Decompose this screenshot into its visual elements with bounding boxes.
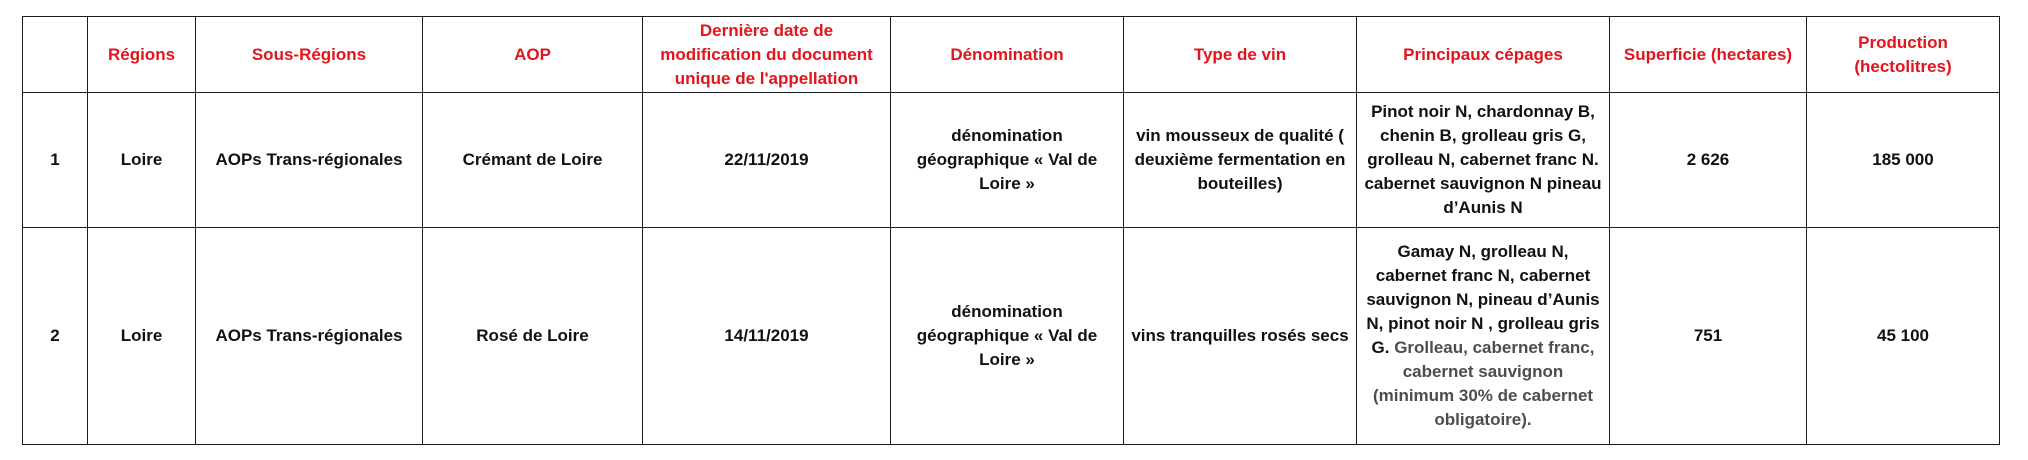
cell-date: 14/11/2019 — [643, 228, 891, 445]
cepages-extra-text: Grolleau, cabernet franc, cabernet sauvignon (minimum 30% de cabernet obligatoire). — [1372, 338, 1595, 429]
cell-denomination: dénomination géographique « Val de Loire » — [891, 93, 1124, 228]
cepages-text: Pinot noir N, chardonnay B, chenin B, grolleau gris G, grolleau N, cabernet franc N. cabernet sauvignon N pineau d’Aunis N — [1364, 102, 1602, 217]
cell-aop: Rosé de Loire — [423, 228, 643, 445]
aop-table — [22, 16, 2000, 445]
cell-type-de-vin: vin mousseux de qualité ( deuxième fermentation en bouteilles) — [1124, 93, 1357, 228]
header-sous-regions: Sous-Régions — [196, 17, 423, 93]
cell-cepages — [1357, 93, 1610, 228]
cell-aop: Crémant de Loire — [423, 93, 643, 228]
header-type-de-vin: Type de vin — [1124, 17, 1357, 93]
cell-sous-region: AOPs Trans-régionales — [196, 228, 423, 445]
header-production: Production (hectolitres) — [1807, 17, 2000, 93]
cell-region: Loire — [88, 228, 196, 445]
aop-table-sheet — [22, 16, 1999, 445]
table-header-row — [23, 17, 2000, 93]
cell-index: 2 — [23, 228, 88, 445]
cell-region: Loire — [88, 93, 196, 228]
header-aop: AOP — [423, 17, 643, 93]
cell-production: 45 100 — [1807, 228, 2000, 445]
table-row — [23, 228, 2000, 445]
cell-date: 22/11/2019 — [643, 93, 891, 228]
cepages-text: Gamay N, grolleau N, cabernet franc N, cabernet sauvignon N, pineau d’Aunis N, pinot noir N , grolleau gris G. — [1366, 242, 1600, 357]
header-date-modification: Dernière date de modification du document unique de l'appellation — [643, 17, 891, 93]
cell-superficie: 2 626 — [1610, 93, 1807, 228]
cell-superficie: 751 — [1610, 228, 1807, 445]
cell-index: 1 — [23, 93, 88, 228]
cell-denomination: dénomination géographique « Val de Loire » — [891, 228, 1124, 445]
header-denomination: Dénomination — [891, 17, 1124, 93]
table-row — [23, 93, 2000, 228]
cell-cepages — [1357, 228, 1610, 445]
cell-sous-region: AOPs Trans-régionales — [196, 93, 423, 228]
cell-type-de-vin: vins tranquilles rosés secs — [1124, 228, 1357, 445]
header-regions: Régions — [88, 17, 196, 93]
cell-production: 185 000 — [1807, 93, 2000, 228]
header-superficie: Superficie (hectares) — [1610, 17, 1807, 93]
header-index — [23, 17, 88, 93]
header-cepages: Principaux cépages — [1357, 17, 1610, 93]
